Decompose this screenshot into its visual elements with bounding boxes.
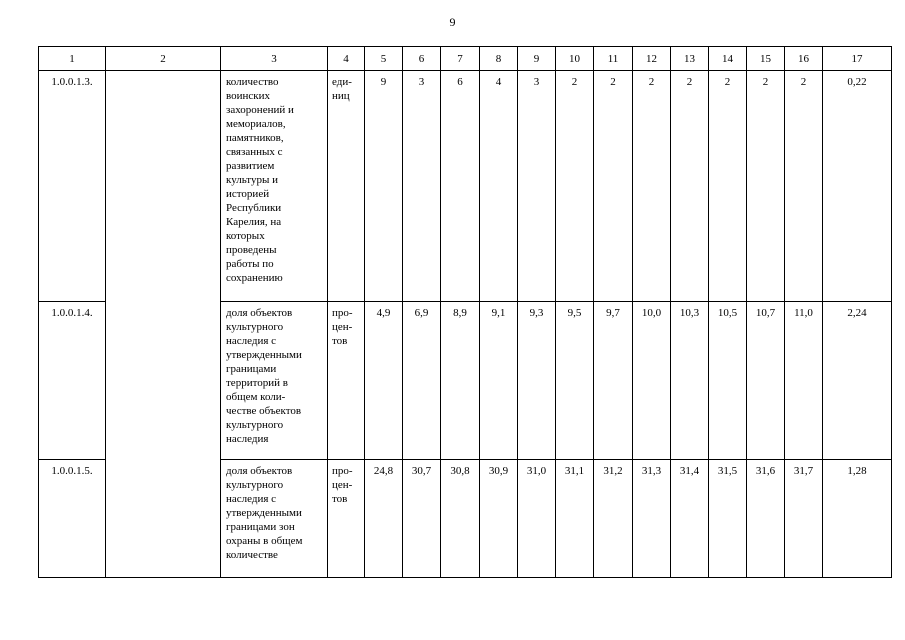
header-cell: 2 <box>106 47 221 71</box>
header-cell: 11 <box>594 47 633 71</box>
indicators-table <box>38 46 892 578</box>
header-cell: 7 <box>441 47 480 71</box>
value-cell: 9,1 <box>480 302 518 460</box>
value-cell: 24,8 <box>365 460 403 578</box>
value-cell: 9,5 <box>556 302 594 460</box>
header-cell: 5 <box>365 47 403 71</box>
indicator-name: доля объектов культурного наследия с утвержденными границами территорий в общем коли- честве объектов культурного наследия <box>221 302 328 460</box>
value-cell: 3 <box>518 71 556 302</box>
row-code: 1.0.0.1.4. <box>39 302 106 460</box>
header-cell: 17 <box>823 47 892 71</box>
value-cell: 31,1 <box>556 460 594 578</box>
header-row <box>39 47 892 71</box>
value-cell: 31,0 <box>518 460 556 578</box>
header-cell: 15 <box>747 47 785 71</box>
value-cell: 30,8 <box>441 460 480 578</box>
value-cell: 2 <box>747 71 785 302</box>
value-cell: 10,0 <box>633 302 671 460</box>
value-cell: 30,7 <box>403 460 441 578</box>
value-cell: 9 <box>365 71 403 302</box>
value-cell: 2 <box>633 71 671 302</box>
value-cell: 31,7 <box>785 460 823 578</box>
header-cell: 8 <box>480 47 518 71</box>
value-cell: 8,9 <box>441 302 480 460</box>
value-cell: 9,3 <box>518 302 556 460</box>
value-cell: 1,28 <box>823 460 892 578</box>
value-cell: 31,5 <box>709 460 747 578</box>
value-cell: 31,3 <box>633 460 671 578</box>
value-cell: 9,7 <box>594 302 633 460</box>
value-cell: 10,5 <box>709 302 747 460</box>
value-cell: 11,0 <box>785 302 823 460</box>
header-cell: 6 <box>403 47 441 71</box>
table-row <box>39 71 892 302</box>
page-number: 9 <box>449 15 456 29</box>
row-code: 1.0.0.1.5. <box>39 460 106 578</box>
header-cell: 12 <box>633 47 671 71</box>
value-cell: 10,7 <box>747 302 785 460</box>
column-2-cell <box>106 71 221 578</box>
value-cell: 3 <box>403 71 441 302</box>
unit-cell: еди- ниц <box>328 71 365 302</box>
value-cell: 0,22 <box>823 71 892 302</box>
value-cell: 10,3 <box>671 302 709 460</box>
value-cell: 6 <box>441 71 480 302</box>
indicator-name: доля объектов культурного наследия с утвержденными границами зон охраны в общем количестве <box>221 460 328 578</box>
value-cell: 2 <box>709 71 747 302</box>
header-cell: 1 <box>39 47 106 71</box>
value-cell: 2 <box>671 71 709 302</box>
value-cell: 2,24 <box>823 302 892 460</box>
value-cell: 6,9 <box>403 302 441 460</box>
value-cell: 4,9 <box>365 302 403 460</box>
row-code: 1.0.0.1.3. <box>39 71 106 302</box>
value-cell: 31,2 <box>594 460 633 578</box>
header-cell: 16 <box>785 47 823 71</box>
header-cell: 14 <box>709 47 747 71</box>
value-cell: 4 <box>480 71 518 302</box>
value-cell: 2 <box>785 71 823 302</box>
header-cell: 3 <box>221 47 328 71</box>
value-cell: 2 <box>594 71 633 302</box>
value-cell: 31,6 <box>747 460 785 578</box>
header-cell: 10 <box>556 47 594 71</box>
unit-cell: про- цен- тов <box>328 302 365 460</box>
indicator-name: количество воинских захоронений и мемориалов, памятников, связанных с развитием культуры и историей Республики Карелия, на которых проведены работы по сохранению <box>221 71 328 302</box>
value-cell: 2 <box>556 71 594 302</box>
header-cell: 4 <box>328 47 365 71</box>
header-cell: 9 <box>518 47 556 71</box>
value-cell: 30,9 <box>480 460 518 578</box>
header-cell: 13 <box>671 47 709 71</box>
unit-cell: про- цен- тов <box>328 460 365 578</box>
value-cell: 31,4 <box>671 460 709 578</box>
